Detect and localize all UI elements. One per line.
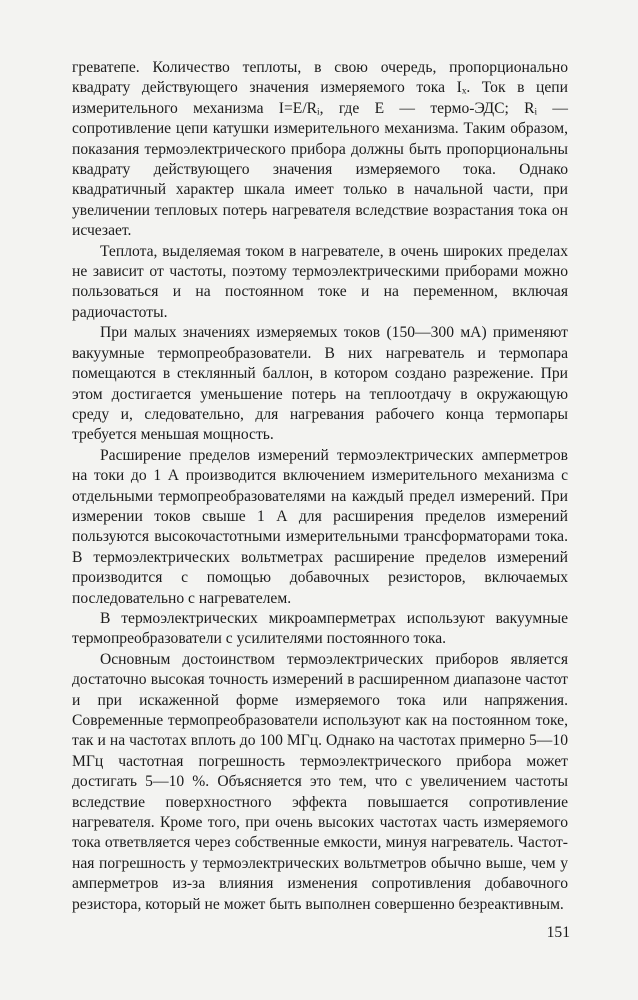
paragraph-4: Расширение пределов измерений термоэлектрических амперметров на токи до 1 А производится включением измерительного механизма с отдельными термопреобразователями на каждый предел измерений. При измерении токов свыше 1 А для расширения пределов измерений пользуются высокочастотными измерительными трансформаторами тока. В термоэлектрических вольтметрах расширение пределов измерений производится с помощью добавочных резисторов, включаемых последовательно с нагревателем. bbox=[72, 446, 568, 607]
paragraph-6: Основным достоинством термоэлектрических приборов является достаточно высокая точность измерений в расширенном диапазоне частот и при искаженной форме измеряемого тока или напряжения. Современные термопреобразователи используют как на постоянном токе, так и на частотах вплоть до 100 МГц. Однако на частотах примерно 5—10 МГц частотная погрешность термоэлектрического прибора может достигать 5—10 %. Объясняется это тем, что с увеличением частоты вследствие поверхностного эффекта повышается сопротивление нагревателя. Кроме того, при очень высоких частотах часть измеряемого тока ответвляется через собственные емкости, минуя нагреватель. Частотная погрешность у термоэлектрических вольтметров обычно выше, чем у амперметров из-за влияния изменения сопротивления добавочного резистора, который не может быть выполнен совершенно безреактивным. bbox=[72, 650, 568, 913]
body-text bbox=[72, 58, 568, 915]
page-number: 151 bbox=[546, 924, 570, 941]
paragraph-2: Теплота, выделяемая током в нагревателе, в очень широких пределах не зависит от частоты, поэтому термоэлектрическими приборами можно пользоваться и на постоянном токе и на переменном, включая радиочастоты. bbox=[72, 242, 568, 321]
paragraph-1: греватепе. Количество теплоты, в свою очередь, пропорционально квадрату действующего значения измеряемого тока Iₓ. Ток в цепи измерительного механизма I=E/Rᵢ, где E — термо-ЭДС; Rᵢ — сопротивление цепи катушки измерительного механизма. Таким образом, показания термоэлектрического прибора должны быть пропорциональны квадрату действующего значения измеряемого тока. Однако квадратичный характер шкала имеет только в начальной части, при увеличении тепловых потерь нагревателя вследствие возрастания тока он исчезает. bbox=[72, 59, 568, 240]
paragraph-5: В термоэлектрических микроамперметрах используют вакуумные термопреобразователи с усилителями постоянного тока. bbox=[72, 609, 568, 648]
paragraph-3: При малых значениях измеряемых токов (150—300 мА) применяют вакуумные термопреобразователи. В них нагреватель и термопара помещаются в стеклянный баллон, в котором создано разрежение. При этом достигается уменьшение потерь на теплоотдачу в окружающую среду и, следовательно, для нагревания рабочего конца термопары требуется меньшая мощность. bbox=[72, 324, 568, 444]
